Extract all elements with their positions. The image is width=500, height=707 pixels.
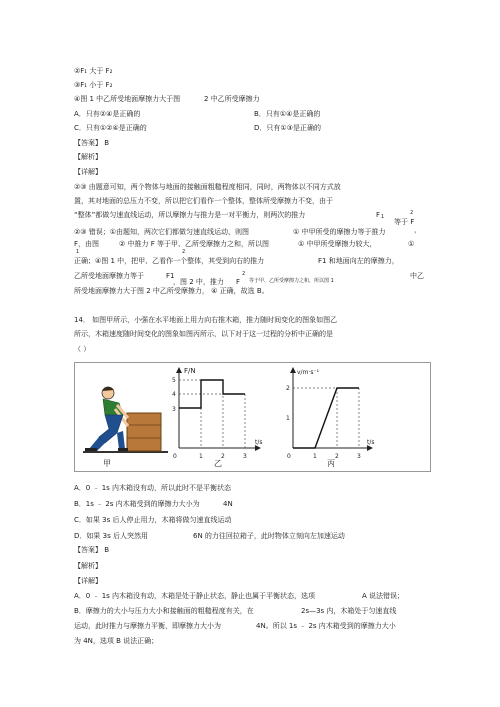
- detail-prev-line7-f-tail: 中乙: [410, 272, 424, 280]
- choice-d-prev: D．只有①③是正确的: [254, 124, 321, 132]
- question14-line1: 14． 如图甲所示，小强在水平地面上用力向右推木箱，推力随时间变化的图象如图乙: [74, 316, 338, 324]
- label-jia: 甲: [103, 459, 111, 468]
- analysis-label-14: 【解析】: [74, 562, 102, 570]
- detail-prev-line5-sub2: 2: [182, 249, 186, 255]
- detail-prev-line5-sub1: 1: [76, 249, 80, 255]
- detail-prev-line7-e: 等于甲、乙所受摩擦力之和，所以图 1: [249, 278, 334, 284]
- choice14-c: C．如果 3s 后人停止用力，木箱将做匀速直线运动: [74, 516, 232, 524]
- question14-line2: 所示，木箱速度随时间变化的图象如图丙所示，以下对于这一过程的分析中正确的是: [74, 330, 333, 338]
- option-4-part1: ④图 1 中乙所受地面摩擦力大于图: [74, 95, 181, 103]
- detail-prev-line5-b: ② 中推力 F 等于甲、乙所受摩擦力之和，所以图: [119, 240, 269, 248]
- graph-f-xlabel: t/s: [255, 439, 263, 446]
- answer14: 【答案】 B: [74, 546, 110, 554]
- graph-f-ytick-3: 3: [172, 406, 176, 413]
- figure-panel: [74, 362, 431, 472]
- detail14-line2-b: 2s—3s 内，木箱处于匀速直线: [301, 607, 397, 615]
- detail-prev-line3-f: F: [376, 211, 381, 219]
- force-time-graph: [172, 367, 263, 460]
- detail-prev-line7-f1: F1: [166, 272, 175, 280]
- detail14-line4: 为 4N，选项 B 说法正确；: [74, 637, 159, 645]
- detail14-line1: A．0 ﹣ 1s 内木箱没有动，木箱是处于静止状态，静止也属于平衡状态，选项: [74, 592, 316, 600]
- graph-f-xtick-1: 1: [199, 453, 203, 460]
- choice-c-prev: C．只有①②④是正确的: [74, 124, 147, 132]
- choice14-b-value: 4N: [223, 500, 233, 508]
- graph-f-ytick-5: 5: [172, 377, 176, 384]
- option-2: ②F₁ 大于 F₂: [74, 67, 113, 75]
- detail-prev-line7-c: ，图 2 中，推力: [173, 278, 224, 286]
- detail-prev-line3-sub1: 1: [381, 214, 385, 220]
- detail-prev-line3-equal: 等于 F: [394, 218, 415, 226]
- detail-prev-line7-f: F: [236, 278, 241, 286]
- graph-f-xtick-3: 3: [243, 453, 247, 460]
- graph-v-xtick-3: 3: [357, 453, 361, 460]
- choice14-a: A．0 ﹣ 1s 内木箱没有动，所以此时不是平衡状态: [74, 484, 232, 492]
- detail-prev-line5-c: ① 中甲所受摩擦力较大，: [298, 240, 377, 248]
- detail-prev-line3: “整体”都做匀速直线运动，所以摩擦力与推力是一对平衡力，则两次的推力: [74, 211, 306, 219]
- choice14-b: B．1s ﹣ 2s 内木箱受到的摩擦力大小为: [74, 500, 200, 508]
- graph-v-ylabel: v/m·s⁻¹: [297, 369, 320, 376]
- option-3: ③F₁ 小于 F₂: [74, 81, 113, 89]
- detail14-line3-b: 4N。所以 1s ﹣ 2s 内木箱受到的摩擦力大小: [256, 622, 396, 630]
- detail-prev-line5-d: ①: [408, 240, 415, 248]
- graph-f-ytick-4: 4: [172, 391, 176, 398]
- choice-b-prev: B．只有①④是正确的: [254, 110, 321, 118]
- detail14-line2: B．摩擦力的大小与压力大小和接触面的粗糙程度有关，在: [74, 607, 254, 615]
- question14-line3: （ ）: [74, 345, 91, 353]
- choice14-d: D．如果 3s 后人突然用: [74, 532, 148, 540]
- detail-prev-line5: F，由图: [74, 240, 100, 248]
- option-4-part2: 2 中乙所受摩擦力: [204, 95, 260, 103]
- detail-prev-line2: 置，其对地面的总压力不变，所以把它们看作一个整体，整体所受摩擦力不变，由于: [74, 197, 333, 205]
- graph-v-origin: 0: [287, 453, 291, 460]
- detail-prev-line4: ②③ 错误；①由题知，两次它们都做匀速直线运动，则图: [74, 228, 250, 236]
- graph-v-xlabel: t/s: [367, 439, 375, 446]
- detail-prev-line6-b: F1 和地面向左的摩擦力，: [318, 257, 399, 265]
- detail-prev-line3-sub2-top: 2: [410, 210, 414, 216]
- graph-f-origin: 0: [173, 453, 177, 460]
- graph-v-xtick-1: 1: [313, 453, 317, 460]
- detail-prev-line4-b: ① 中甲所受的摩擦力等于推力: [293, 228, 386, 236]
- figure-svg: [75, 363, 432, 473]
- graph-f-xtick-2: 2: [221, 453, 225, 460]
- detail-prev-line8: 所受地面摩擦力大于图 2 中乙所受摩擦力， ④ 正确，故选 B。: [74, 287, 269, 295]
- label-yi: 乙: [214, 459, 222, 468]
- label-bing: 丙: [327, 459, 335, 468]
- graph-v-ytick-2: 2: [286, 385, 290, 392]
- detail-prev-line7: 乙所受地面摩擦力等于: [74, 272, 144, 280]
- analysis-label-prev: 【解析】: [74, 153, 102, 161]
- detail14-line3: 运动，此时推力与摩擦力平衡，即摩擦力大小为: [74, 622, 221, 630]
- detail-label-14: 【详解】: [74, 577, 102, 585]
- graph-v-ytick-1: 1: [286, 415, 290, 422]
- graph-v-xtick-2: 2: [335, 453, 339, 460]
- detail-prev-line6: 正确；④图 1 中，把甲、乙看作一个整体，其受到向右的推力: [74, 257, 265, 265]
- detail-label-prev: 【详解】: [74, 168, 102, 176]
- choice-a-prev: A．只有②④是正确的: [74, 110, 141, 118]
- detail-prev-line1: ②③ 由题意可知，两个物体与地面的接触面粗糙程度相同，同时，两物体以不同方式放: [74, 183, 341, 191]
- velocity-line: [293, 388, 359, 448]
- person-pushing-box-illustration: [83, 387, 168, 453]
- answer-prev: 【答案】 B: [74, 139, 110, 147]
- detail-prev-line7-sub2: 2: [242, 271, 246, 277]
- velocity-time-graph: [286, 367, 375, 460]
- detail-prev-line3-comma: ，: [414, 226, 421, 234]
- detail14-line1-b: A 说法错误；: [362, 592, 405, 600]
- graph-f-ylabel: F/N: [184, 367, 196, 375]
- choice14-d-tail: 6N 的力往回拉箱子，此时物体立刻向左加速运动: [193, 532, 345, 540]
